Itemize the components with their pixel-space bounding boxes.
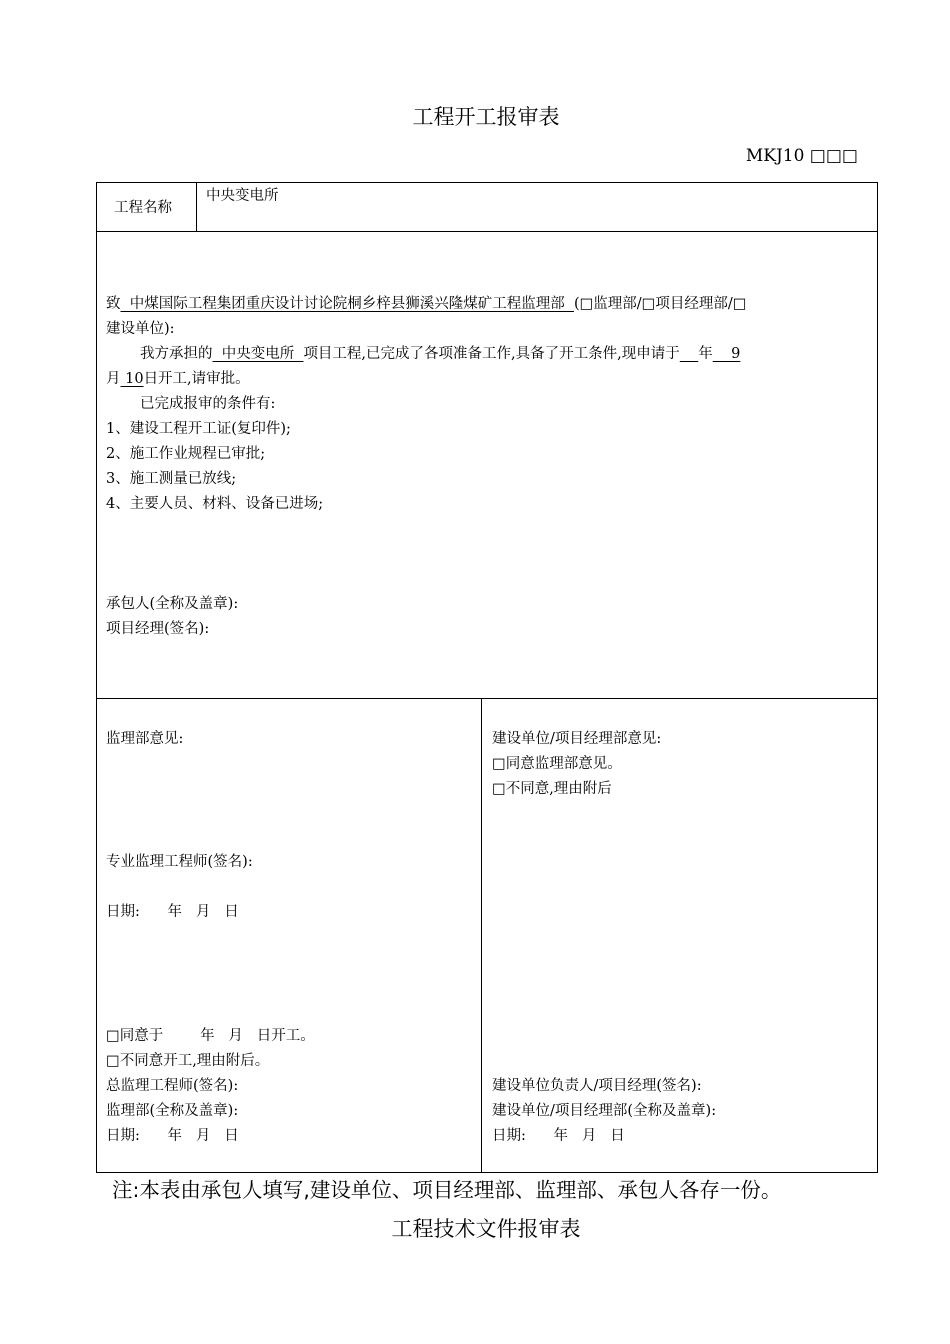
engineer-sign-label: 专业监理工程师(签名): bbox=[106, 854, 253, 870]
pm-sign-label: 项目经理(签名): bbox=[106, 621, 210, 637]
request-project[interactable]: 中央变电所 bbox=[212, 346, 304, 362]
request-year-label: 年 bbox=[698, 346, 713, 362]
owner-date-line: 日期: 年 月 日 bbox=[492, 1128, 625, 1144]
owner-dept-sign-label: 建设单位/项目经理部(全称及盖章): bbox=[492, 1103, 717, 1119]
to-suffix: (□监理部/□项目经理部/□ bbox=[573, 296, 747, 312]
page-title: 工程开工报审表 bbox=[412, 105, 560, 129]
project-name-value[interactable]: 中央变电所 bbox=[206, 188, 279, 204]
engineer-date-line: 日期: 年 月 日 bbox=[106, 904, 239, 920]
to-prefix: 致 bbox=[106, 296, 121, 312]
row-divider-2 bbox=[96, 698, 878, 699]
request-line-1 bbox=[140, 344, 740, 364]
to-org[interactable]: 中煤国际工程集团重庆设计讨论院桐乡梓县狮溪兴隆煤矿工程监理部 bbox=[120, 296, 574, 312]
disagree-reason-option[interactable]: □不同意,理由附后 bbox=[492, 781, 612, 797]
request-year-field[interactable] bbox=[680, 346, 698, 362]
row-divider-1 bbox=[96, 231, 878, 232]
condition-item: 3、施工测量已放线; bbox=[106, 471, 237, 487]
request-month-field[interactable]: 9 bbox=[712, 346, 741, 362]
chief-engineer-sign-label: 总监理工程师(签名): bbox=[106, 1078, 239, 1094]
supervision-opinion-label: 监理部意见: bbox=[106, 731, 184, 747]
request-text-3: 日开工,请审批。 bbox=[143, 371, 250, 387]
form-code: MKJ10 □□□ bbox=[745, 146, 858, 166]
condition-item: 1、建设工程开工证(复印件); bbox=[106, 421, 291, 437]
project-name-label: 工程名称 bbox=[114, 200, 172, 216]
request-month-label: 月 bbox=[106, 371, 121, 387]
footer-note: 注:本表由承包人填写,建设单位、项目经理部、监理部、承包人各存一份。 bbox=[112, 1178, 782, 1202]
agree-start-option[interactable]: □同意于 年 月 日开工。 bbox=[106, 1028, 315, 1044]
request-line-2 bbox=[106, 369, 250, 389]
condition-item: 2、施工作业规程已审批; bbox=[106, 446, 266, 462]
next-form-title: 工程技术文件报审表 bbox=[391, 1217, 581, 1241]
conditions-heading: 已完成报审的条件有: bbox=[140, 396, 276, 412]
agree-supervision-option[interactable]: □同意监理部意见。 bbox=[492, 756, 622, 772]
owner-leader-sign-label: 建设单位负责人/项目经理(签名): bbox=[492, 1078, 702, 1094]
condition-item: 4、主要人员、材料、设备已进场; bbox=[106, 496, 324, 512]
name-col-divider bbox=[196, 182, 197, 232]
request-text-2: 项目工程,已完成了各项准备工作,具备了开工条件,现申请于 bbox=[303, 346, 680, 362]
request-day-field[interactable]: 10 bbox=[120, 371, 144, 387]
owner-opinion-label: 建设单位/项目经理部意见: bbox=[492, 731, 662, 747]
chief-date-line: 日期: 年 月 日 bbox=[106, 1128, 239, 1144]
disagree-start-option[interactable]: □不同意开工,理由附后。 bbox=[106, 1053, 270, 1069]
addressee-line-2: 建设单位): bbox=[106, 321, 175, 337]
opinion-col-divider bbox=[481, 698, 482, 1173]
addressee-line bbox=[106, 294, 746, 314]
contractor-sign-label: 承包人(全称及盖章): bbox=[106, 596, 239, 612]
form-table bbox=[96, 182, 878, 1173]
request-text-1: 我方承担的 bbox=[140, 346, 213, 362]
supervision-dept-sign-label: 监理部(全称及盖章): bbox=[106, 1103, 239, 1119]
